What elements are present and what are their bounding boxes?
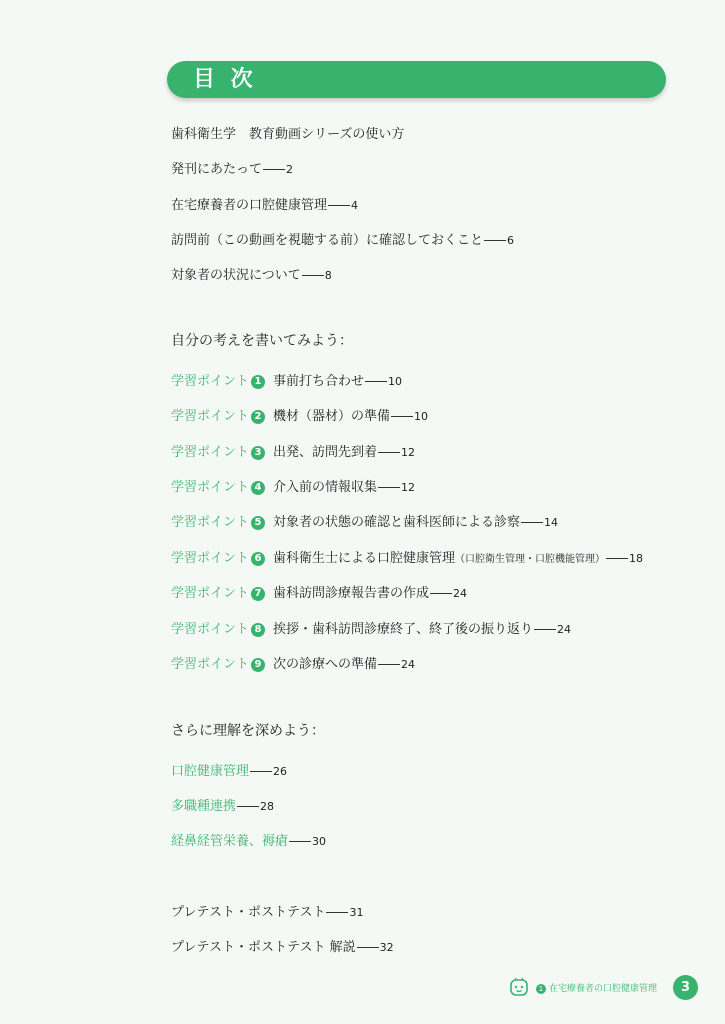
learning-point-entry[interactable] — [171, 621, 572, 639]
toc-entry[interactable] — [171, 939, 394, 957]
character-face-icon — [509, 977, 529, 997]
learning-point-entry[interactable] — [171, 656, 416, 674]
leader-dash — [326, 912, 348, 913]
toc-entry-text: プレテスト・ポストテスト — [171, 905, 326, 920]
learning-point-label: 学習ポイント — [171, 445, 250, 460]
toc-entry-text: 対象者の状態の確認と歯科医師による診察 — [273, 515, 521, 530]
learning-point-entry[interactable] — [171, 444, 416, 462]
learning-point-entry[interactable] — [171, 514, 559, 532]
number-badge: 9 — [251, 658, 265, 672]
leader-dash — [289, 841, 311, 842]
toc-entry-text: 歯科衛生士による口腔健康管理 — [273, 551, 456, 566]
toc-entry-text: 介入前の情報収集 — [273, 480, 378, 495]
learning-point-entry[interactable] — [171, 479, 416, 497]
leader-dash — [250, 771, 272, 772]
learning-point-label: 学習ポイント — [171, 586, 250, 601]
running-footer — [536, 981, 657, 994]
toc-page-number: 8 — [324, 269, 332, 282]
toc-entry-text: 訪問前（この動画を視聴する前）に確認しておくこと — [171, 233, 484, 248]
toc-page-number: 10 — [414, 410, 429, 423]
toc-entry[interactable] — [171, 798, 274, 816]
toc-page-number: 4 — [351, 199, 359, 212]
number-badge: 6 — [251, 552, 265, 566]
section-heading: 自分の考えを書いてみよう： — [171, 333, 353, 349]
toc-page-number: 6 — [507, 234, 515, 247]
leader-dash — [365, 381, 387, 382]
leader-dash — [430, 593, 452, 594]
learning-point-label: 学習ポイント — [171, 480, 250, 495]
leader-dash — [534, 629, 556, 630]
number-badge: 2 — [251, 410, 265, 424]
learning-point-label: 学習ポイント — [171, 374, 250, 389]
toc-page-number: 18 — [629, 552, 644, 565]
learning-point-label: 学習ポイント — [171, 409, 250, 424]
toc-page-number: 12 — [401, 481, 416, 494]
toc-entry-text: 多職種連携 — [171, 799, 237, 814]
leader-dash — [378, 452, 400, 453]
toc-entry-text: 次の診療への準備 — [273, 657, 378, 672]
page-number-badge: 3 — [673, 975, 698, 1000]
toc-entry-text: 挨拶・歯科訪問診療終了、終了後の振り返り — [273, 622, 534, 637]
learning-point-label: 学習ポイント — [171, 551, 250, 566]
chapter-number-badge: 1 — [536, 984, 546, 994]
toc-entry-text: 経鼻経管栄養、褥瘡 — [171, 834, 289, 849]
toc-entry-text: 機材（器材）の準備 — [273, 409, 391, 424]
toc-entry[interactable] — [171, 197, 358, 215]
toc-page-number: 10 — [388, 375, 403, 388]
toc-page-number: 24 — [453, 587, 468, 600]
toc-entry[interactable] — [171, 833, 326, 851]
toc-entry-text: プレテスト・ポストテスト 解説 — [171, 940, 356, 955]
toc-entry-text: 対象者の状況について — [171, 268, 301, 283]
leader-dash — [237, 806, 259, 807]
toc-page-number: 2 — [286, 163, 294, 176]
learning-point-label: 学習ポイント — [171, 622, 250, 637]
number-badge: 8 — [251, 623, 265, 637]
toc-page-number: 28 — [260, 800, 275, 813]
leader-dash — [521, 522, 543, 523]
page-title: 目 次 — [193, 67, 257, 92]
toc-page-number: 30 — [312, 835, 327, 848]
toc-entry[interactable] — [171, 763, 287, 781]
leader-dash — [484, 240, 506, 241]
learning-point-entry[interactable] — [171, 550, 644, 568]
number-badge: 7 — [251, 587, 265, 601]
learning-point-entry[interactable] — [171, 408, 429, 426]
leader-dash — [378, 487, 400, 488]
learning-point-entry[interactable] — [171, 373, 403, 391]
toc-page-number: 12 — [401, 446, 416, 459]
toc-entry-text: 発刊にあたって — [171, 162, 263, 177]
toc-entry-text: 事前打ち合わせ — [273, 374, 365, 389]
toc-entry-text: 出発、訪問先到着 — [273, 445, 378, 460]
toc-entry[interactable] — [171, 267, 332, 285]
learning-point-entry[interactable] — [171, 585, 468, 603]
toc-entry[interactable] — [171, 161, 293, 179]
leader-dash — [302, 275, 324, 276]
number-badge: 4 — [251, 481, 265, 495]
number-badge: 5 — [251, 516, 265, 530]
toc-page-number: 31 — [349, 906, 364, 919]
toc-page-number: 14 — [544, 516, 559, 529]
toc-entry-text: 歯科衛生学 教育動画シリーズの使い方 — [171, 127, 405, 142]
learning-point-label: 学習ポイント — [171, 657, 250, 672]
toc-entry[interactable] — [171, 232, 514, 250]
toc-header-bar — [167, 61, 666, 98]
toc-entry-note: （口腔衛生管理・口腔機能管理） — [455, 554, 606, 565]
section-heading: さらに理解を深めよう： — [171, 723, 325, 739]
leader-dash — [378, 664, 400, 665]
toc-entry[interactable] — [171, 126, 404, 144]
toc-entry-text: 歯科訪問診療報告書の作成 — [273, 586, 430, 601]
toc-entry-text: 口腔健康管理 — [171, 764, 250, 779]
learning-point-label: 学習ポイント — [171, 515, 250, 530]
leader-dash — [606, 558, 628, 559]
toc-page-number: 24 — [557, 623, 572, 636]
leader-dash — [263, 169, 285, 170]
number-badge: 1 — [251, 375, 265, 389]
toc-entry-text: 在宅療養者の口腔健康管理 — [171, 198, 328, 213]
toc-page-number: 26 — [273, 765, 288, 778]
chapter-title: 在宅療養者の口腔健康管理 — [549, 984, 658, 994]
leader-dash — [357, 947, 379, 948]
leader-dash — [328, 205, 350, 206]
toc-entry[interactable] — [171, 904, 363, 922]
toc-page-number: 32 — [379, 941, 394, 954]
leader-dash — [391, 416, 413, 417]
number-badge: 3 — [251, 446, 265, 460]
toc-page-number: 24 — [401, 658, 416, 671]
